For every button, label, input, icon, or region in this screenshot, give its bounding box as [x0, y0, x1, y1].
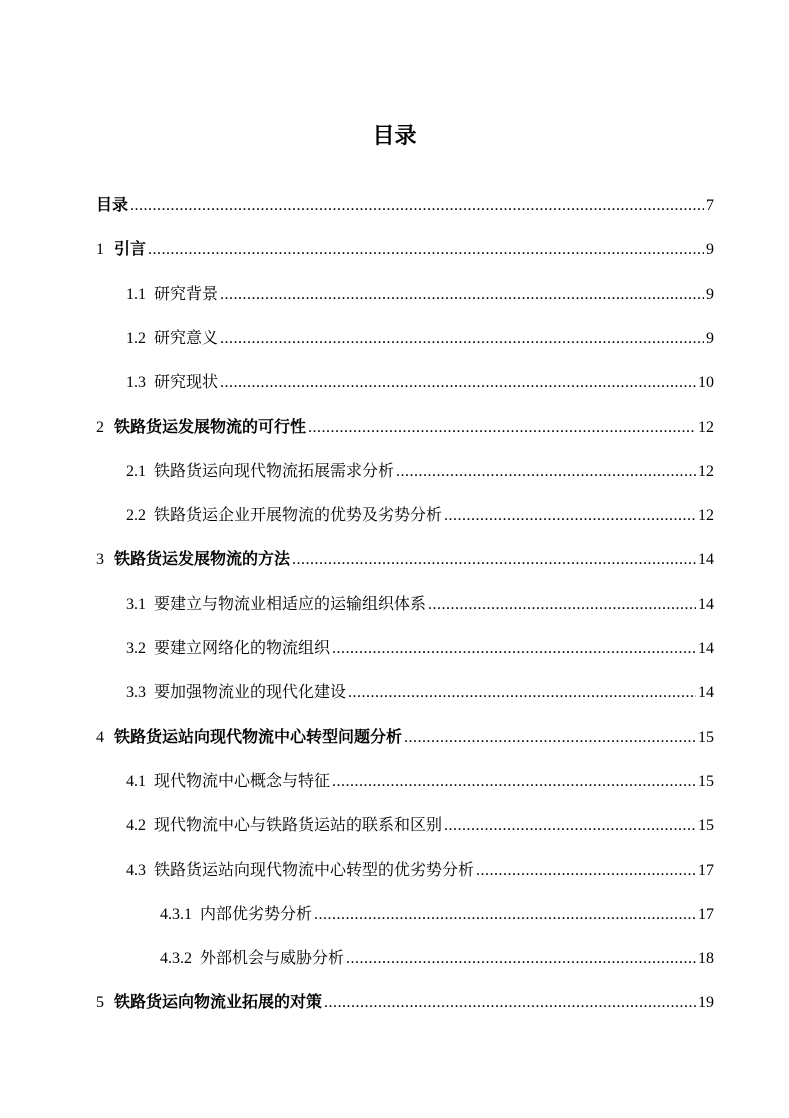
toc-entry-number: 1.1	[126, 285, 146, 303]
toc-entry-number: 3.3	[126, 684, 146, 702]
toc-leader-dots	[220, 280, 704, 310]
toc-entry-page-number: 15	[698, 772, 714, 790]
toc-entry-title: 内部优劣势分析	[200, 903, 313, 923]
toc-entry[interactable]	[126, 589, 714, 619]
toc-entry-page-number: 12	[698, 418, 714, 436]
toc-leader-dots	[332, 634, 696, 664]
toc-entry-page-number: 14	[698, 640, 714, 657]
toc-leader-dots	[476, 856, 696, 886]
toc-entry-page-number: 15	[698, 728, 714, 746]
toc-entry-title: 铁路货运发展物流的可行性	[114, 416, 307, 436]
toc-leader-dots	[348, 678, 696, 708]
toc-entry-number: 1.3	[126, 374, 146, 392]
toc-entry[interactable]	[126, 279, 714, 309]
toc-entry[interactable]	[126, 500, 714, 530]
toc-entry[interactable]	[126, 766, 714, 796]
toc-entry-page-number: 9	[706, 241, 714, 259]
toc-leader-dots	[404, 723, 696, 753]
toc-entry[interactable]	[126, 323, 714, 353]
toc-entry[interactable]	[126, 456, 714, 486]
toc-entry-title: 铁路货运企业开展物流的优势及劣势分析	[154, 505, 443, 525]
toc-leader-dots	[314, 900, 696, 930]
toc-entry-page-number: 12	[698, 507, 714, 525]
toc-entry-page-number: 14	[698, 551, 714, 569]
toc-entry-page-number: 17	[698, 905, 714, 923]
toc-leader-dots	[292, 545, 696, 575]
toc-entry-number: 2.2	[126, 507, 146, 525]
toc-entry[interactable]	[126, 633, 714, 663]
toc-leader-dots	[346, 944, 696, 974]
toc-leader-dots	[428, 590, 696, 620]
toc-entry[interactable]	[96, 987, 714, 1017]
toc-entry-page-number: 12	[698, 462, 714, 480]
toc-leader-dots	[220, 324, 704, 354]
toc-entry-number: 4	[96, 728, 104, 746]
toc-entry[interactable]	[126, 677, 714, 707]
toc-entry-title: 研究意义	[154, 327, 219, 347]
toc-entry[interactable]	[126, 810, 714, 840]
toc-entry-title: 现代物流中心概念与特征	[154, 770, 331, 790]
toc-entry-title: 铁路货运向现代物流拓展需求分析	[154, 460, 395, 480]
toc-entry[interactable]	[96, 722, 714, 752]
toc-entry-number: 4.3	[126, 861, 146, 879]
toc-entry-number: 3	[96, 551, 104, 569]
toc-leader-dots	[308, 413, 696, 443]
toc-entry-page-number: 7	[706, 197, 714, 214]
toc-leader-dots	[444, 501, 696, 531]
toc-entry-page-number: 10	[698, 374, 714, 392]
toc-entry-title: 研究现状	[154, 372, 219, 392]
toc-entry[interactable]	[96, 190, 714, 220]
toc-leader-dots	[148, 235, 704, 265]
toc-entry-title: 铁路货运发展物流的方法	[114, 549, 291, 569]
toc-entry-number: 1	[96, 241, 104, 259]
toc-entry-number: 2	[96, 418, 104, 436]
toc-leader-dots	[444, 811, 696, 841]
toc-entry-page-number: 14	[698, 595, 714, 613]
toc-entry[interactable]	[126, 855, 714, 885]
toc-entry-number: 2.1	[126, 462, 146, 480]
toc-entry-title: 目录	[96, 195, 129, 214]
toc-entry[interactable]	[96, 412, 714, 442]
toc-entry[interactable]	[126, 367, 714, 397]
toc-entry-page-number: 18	[698, 950, 714, 968]
toc-entry-page-number: 19	[698, 994, 714, 1012]
page-title: 目录	[372, 124, 417, 149]
toc-entry-number: 3.1	[126, 595, 146, 613]
toc-leader-dots	[332, 767, 696, 797]
toc-entry-number: 4.1	[126, 772, 146, 790]
toc-entry-number: 4.2	[126, 817, 146, 835]
toc-entry-number: 1.2	[126, 329, 146, 347]
toc-entry-title: 铁路货运向物流业拓展的对策	[114, 992, 323, 1012]
toc-entry-number: 4.3.2	[160, 950, 192, 968]
toc-entry-page-number: 17	[698, 861, 714, 879]
toc-entry-title: 要建立网络化的物流组织	[154, 638, 331, 657]
toc-entry-title: 研究背景	[154, 283, 219, 303]
toc-entry-title: 铁路货运站向现代物流中心转型的优劣势分析	[154, 859, 475, 879]
toc-entry-page-number: 14	[698, 684, 714, 702]
toc-leader-dots	[324, 988, 696, 1018]
toc-leader-dots	[396, 457, 696, 487]
toc-leader-dots	[130, 191, 704, 221]
toc-leader-dots	[220, 368, 696, 398]
toc-entry-page-number: 9	[706, 329, 714, 347]
toc-entry-title: 铁路货运站向现代物流中心转型问题分析	[114, 726, 403, 746]
toc-entry-title: 现代物流中心与铁路货运站的联系和区别	[154, 815, 443, 835]
toc-entry-title: 外部机会与威胁分析	[200, 948, 345, 968]
toc-entry[interactable]	[96, 544, 714, 574]
toc-entry-number: 5	[96, 994, 104, 1012]
toc-entry-number: 3.2	[126, 640, 146, 657]
toc-entry[interactable]	[160, 943, 714, 973]
toc-entry-title: 引言	[114, 239, 147, 259]
toc-entry-page-number: 15	[698, 817, 714, 835]
toc-entry[interactable]	[96, 234, 714, 264]
toc-entry[interactable]	[160, 899, 714, 929]
toc-entry-number: 4.3.1	[160, 905, 192, 923]
toc-entry-page-number: 9	[706, 285, 714, 303]
toc-entry-title: 要建立与物流业相适应的运输组织体系	[154, 593, 427, 613]
toc-entry-title: 要加强物流业的现代化建设	[154, 682, 347, 702]
